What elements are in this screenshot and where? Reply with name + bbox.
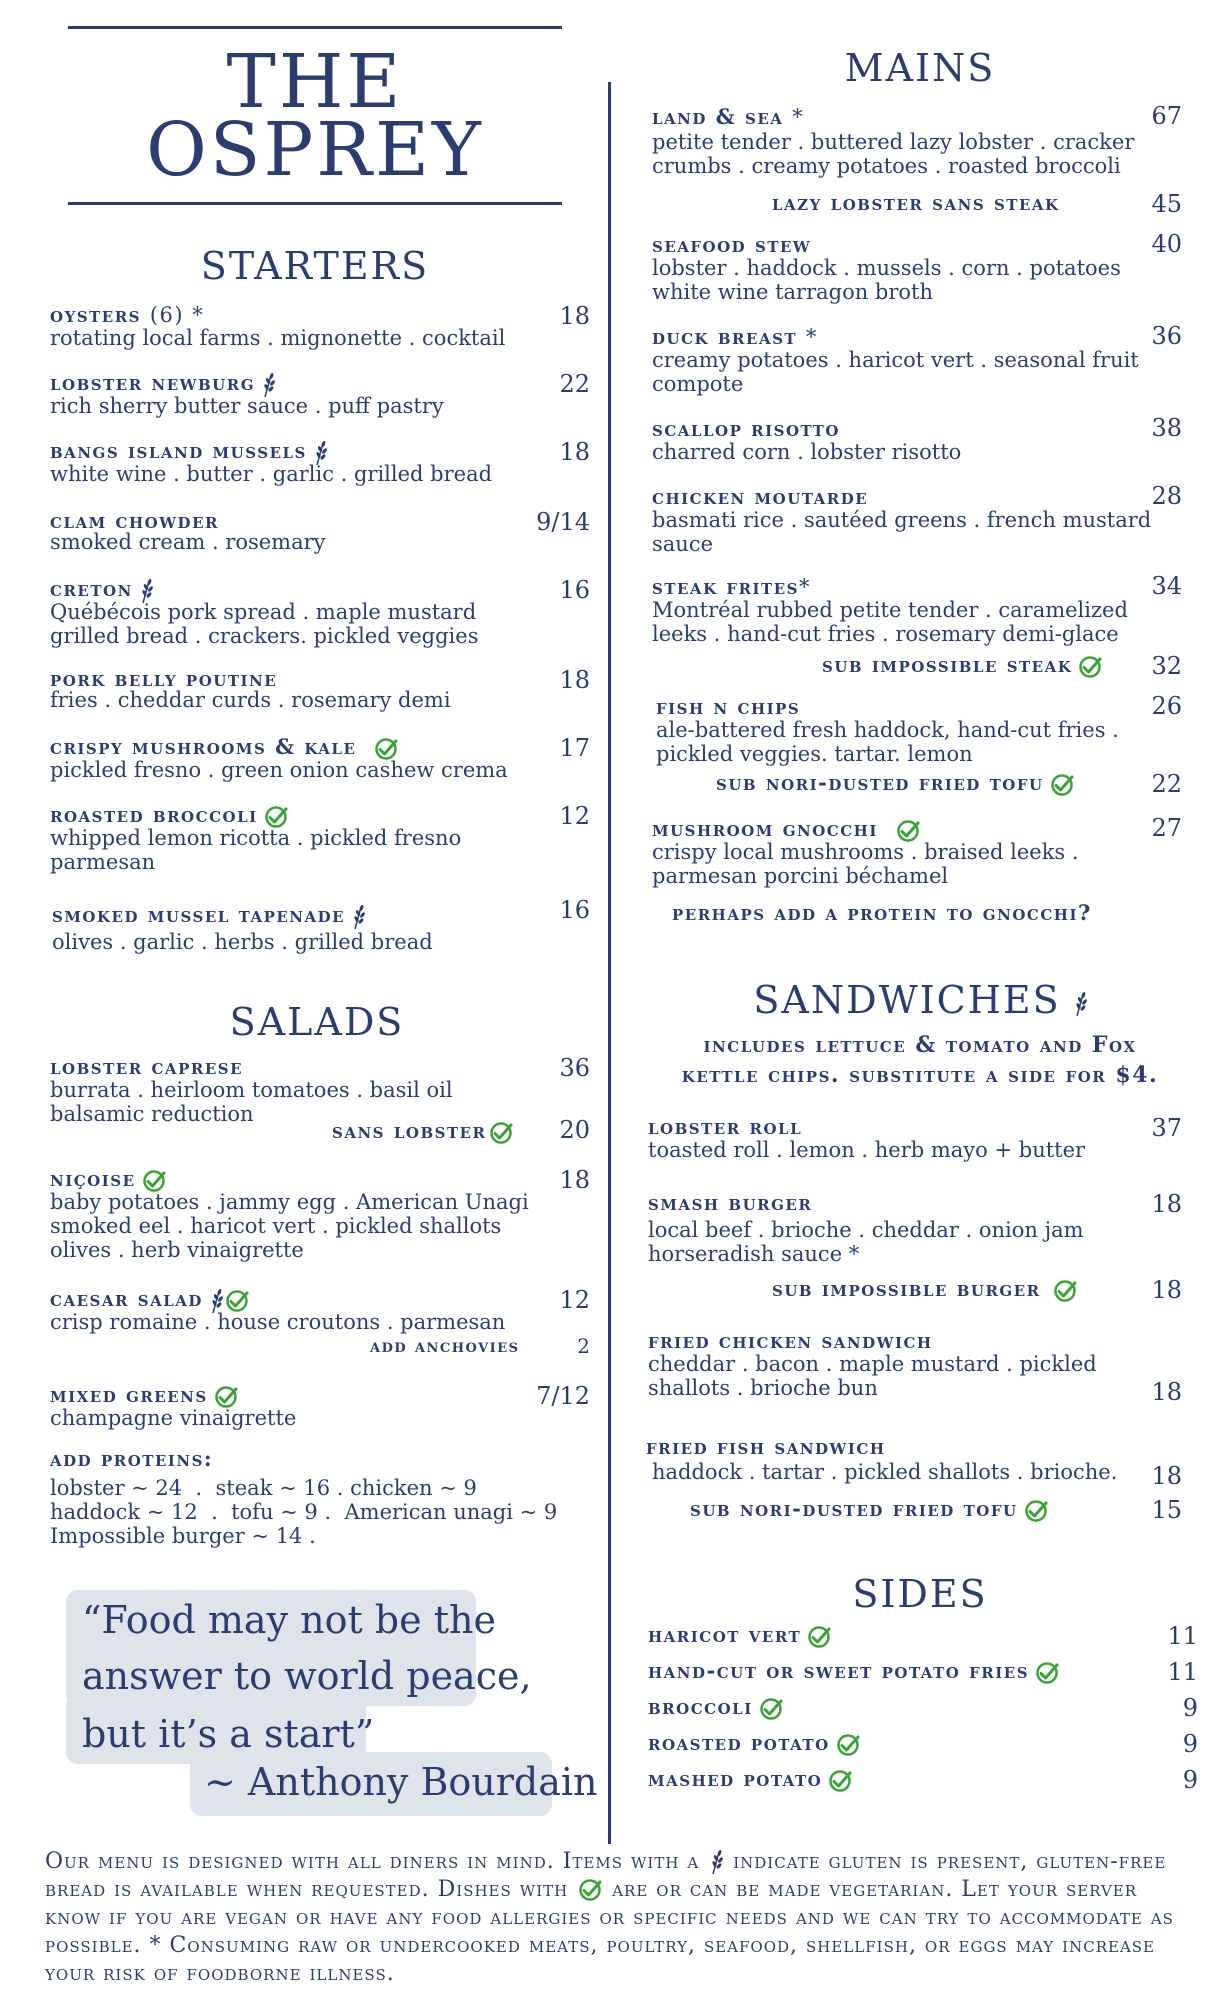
footer-text-3: are or can be made vegetarian. Let your server know if you are vegan or have any food allergies or specific needs and we can try to accommodate as possible. * Consuming raw or undercooked meats, poultry, seafood, shellfish, or eggs may increase your risk of foodborne illness. bbox=[45, 1877, 1174, 1986]
item-name: oysters bbox=[50, 302, 142, 327]
logo-top-rule bbox=[68, 26, 562, 29]
item-name: seafood stew bbox=[652, 232, 812, 257]
item-description: white wine . butter . garlic . grilled bread bbox=[50, 462, 493, 486]
item-price: 9 bbox=[1182, 1766, 1198, 1794]
gluten-icon bbox=[1073, 991, 1087, 1017]
item-description: whipped lemon ricotta . pickled fresno parmesan bbox=[50, 826, 462, 874]
item-description: petite tender . buttered lazy lobster . cracker crumbs . creamy potatoes . roasted broccoli bbox=[652, 130, 1135, 178]
sandwiches-note-line-1: includes lettuce & tomato and Fox bbox=[703, 1032, 1137, 1058]
item-price: 26 bbox=[1151, 692, 1182, 720]
sub-impossible-burger-option bbox=[772, 1276, 1077, 1303]
vegetarian-icon bbox=[1035, 1661, 1059, 1685]
item-description: burrata . heirloom tomatoes . basil oil balsamic reduction bbox=[50, 1078, 453, 1126]
item-description: crisp romaine . house croutons . parmesan bbox=[50, 1310, 506, 1334]
item-name: fried chicken sandwich bbox=[648, 1328, 933, 1353]
vegetarian-icon bbox=[578, 1878, 602, 1902]
sub-tofu-price-mains: 22 bbox=[1151, 770, 1182, 798]
item-price: 18 bbox=[1151, 1378, 1182, 1406]
item-name: lobster caprese bbox=[50, 1054, 244, 1079]
option-label: sub impossible steak bbox=[822, 652, 1073, 677]
proteins-line-3: Impossible burger ~ 14 . bbox=[50, 1524, 316, 1548]
menu-footer-note bbox=[45, 1848, 1175, 1988]
item-price: 18 bbox=[1151, 1190, 1182, 1218]
item-description: rotating local farms . mignonette . cocktail bbox=[50, 326, 506, 350]
vegetarian-icon bbox=[214, 1385, 238, 1409]
sub-impossible-steak-price: 32 bbox=[1151, 652, 1182, 680]
lazy-lobster-price: 45 bbox=[1151, 190, 1182, 218]
sandwiches-heading bbox=[650, 978, 1190, 1022]
item-description: toasted roll . lemon . herb mayo + butter bbox=[648, 1138, 1086, 1162]
vegetarian-icon bbox=[142, 1169, 166, 1193]
vegetarian-icon bbox=[264, 805, 288, 829]
item-price: 7/12 bbox=[536, 1382, 590, 1410]
proteins-line-2: haddock ~ 12 . tofu ~ 9 . American unagi ~ 9 bbox=[50, 1500, 558, 1524]
sub-tofu-price-sandwiches: 15 bbox=[1151, 1496, 1182, 1524]
item-price: 18 bbox=[559, 1166, 590, 1194]
item-description: champagne vinaigrette bbox=[50, 1406, 297, 1430]
item-name: scallop risotto bbox=[652, 416, 840, 441]
sub-impossible-steak-option bbox=[822, 652, 1102, 679]
sides-heading: SIDES bbox=[852, 1572, 988, 1616]
item-price: 38 bbox=[1151, 414, 1182, 442]
restaurant-logo bbox=[68, 39, 562, 193]
salads-heading: SALADS bbox=[229, 1000, 405, 1044]
vegetarian-icon bbox=[896, 819, 920, 843]
item-name: broccoli bbox=[648, 1694, 753, 1719]
sub-impossible-burger-price: 18 bbox=[1151, 1276, 1182, 1304]
item-price: 67 bbox=[1151, 102, 1182, 130]
quote-author: ~ Anthony Bourdain bbox=[204, 1760, 598, 1804]
item-name: chicken moutarde bbox=[652, 484, 869, 509]
add-proteins-title: add proteins: bbox=[50, 1446, 214, 1471]
column-divider bbox=[608, 82, 611, 1844]
lazy-lobster-option: lazy lobster sans steak bbox=[772, 190, 1060, 215]
item-name: lobster roll bbox=[648, 1114, 803, 1139]
item-extra: (6) * bbox=[149, 303, 205, 327]
quote-line-3: but it’s a start” bbox=[82, 1712, 375, 1756]
item-description: pickled fresno . green onion cashew crema bbox=[50, 758, 508, 782]
item-price: 37 bbox=[1151, 1114, 1182, 1142]
add-anchovies-option bbox=[370, 1336, 520, 1357]
option-label: add anchovies bbox=[370, 1336, 520, 1357]
item-price: 17 bbox=[559, 734, 590, 762]
logo-bottom-rule bbox=[68, 202, 562, 205]
item-price: 27 bbox=[1151, 814, 1182, 842]
item-description: haddock . tartar . pickled shallots . brioche. bbox=[652, 1460, 1118, 1484]
item-description: cheddar . bacon . maple mustard . pickled shallots . brioche bun bbox=[648, 1352, 1097, 1400]
vegetarian-icon bbox=[1078, 655, 1102, 679]
item-description: Montréal rubbed petite tender . caramelized leeks . hand-cut fries . rosemary demi-glace bbox=[652, 598, 1128, 646]
item-name: pork belly poutine bbox=[50, 666, 278, 691]
option-label: sub impossible burger bbox=[772, 1276, 1041, 1301]
gnocchi-protein-note: perhaps add a protein to gnocchi? bbox=[672, 900, 1092, 925]
vegetarian-icon bbox=[1024, 1499, 1048, 1523]
sans-lobster-option bbox=[332, 1118, 513, 1145]
item-extra: * bbox=[798, 575, 811, 599]
sandwiches-title: SANDWICHES bbox=[753, 978, 1061, 1022]
item-description: smoked cream . rosemary bbox=[50, 530, 326, 554]
item-name: smash burger bbox=[648, 1190, 813, 1215]
item-price: 18 bbox=[559, 302, 590, 330]
sans-lobster-price: 20 bbox=[559, 1116, 590, 1144]
item-name: fish n chips bbox=[656, 694, 801, 719]
gluten-icon bbox=[351, 904, 365, 930]
item-description: basmati rice . sautéed greens . french mustard sauce bbox=[652, 508, 1152, 556]
option-label: sub nori-dusted fried tofu bbox=[716, 770, 1044, 795]
proteins-line-1: lobster ~ 24 . steak ~ 16 . chicken ~ 9 bbox=[50, 1476, 477, 1500]
item-price: 16 bbox=[559, 896, 590, 924]
item-price: 34 bbox=[1151, 572, 1182, 600]
item-name: haricot vert bbox=[648, 1622, 802, 1647]
vegetarian-icon bbox=[807, 1625, 831, 1649]
item-price: 12 bbox=[559, 802, 590, 830]
item-name: crispy mushrooms & kale bbox=[50, 734, 357, 759]
mains-heading: MAINS bbox=[844, 46, 996, 90]
item-price: 9/14 bbox=[536, 508, 590, 536]
vegetarian-icon bbox=[225, 1289, 249, 1313]
item-price: 36 bbox=[1151, 322, 1182, 350]
item-name: roasted broccoli bbox=[50, 802, 258, 827]
item-price: 9 bbox=[1182, 1730, 1198, 1758]
item-name: fried fish sandwich bbox=[646, 1434, 886, 1459]
item-name: mixed greens bbox=[50, 1382, 208, 1407]
item-name: duck breast bbox=[652, 324, 798, 349]
logo-line-2: OSPREY bbox=[146, 107, 484, 193]
item-name: creton bbox=[50, 576, 133, 601]
item-price: 11 bbox=[1167, 1658, 1198, 1686]
item-price: 11 bbox=[1167, 1622, 1198, 1650]
item-description: fries . cheddar curds . rosemary demi bbox=[50, 688, 451, 712]
item-price: 22 bbox=[559, 370, 590, 398]
item-extra: * bbox=[805, 325, 818, 349]
add-anchovies-price: 2 bbox=[577, 1334, 590, 1358]
item-price: 16 bbox=[559, 576, 590, 604]
item-name: land & sea bbox=[652, 104, 784, 129]
item-name: clam chowder bbox=[50, 508, 219, 533]
item-name: caesar salad bbox=[50, 1286, 203, 1311]
item-description: crispy local mushrooms . braised leeks . parmesan porcini béchamel bbox=[652, 840, 1079, 888]
vegetarian-icon bbox=[1053, 1279, 1077, 1303]
quote-line-2: answer to world peace, bbox=[82, 1654, 532, 1698]
item-price: 18 bbox=[1151, 1462, 1182, 1490]
item-description: lobster . haddock . mussels . corn . potatoes white wine tarragon broth bbox=[652, 256, 1121, 304]
item-description: local beef . brioche . cheddar . onion jam horseradish sauce * bbox=[648, 1218, 1084, 1266]
item-name: roasted potato bbox=[648, 1730, 830, 1755]
item-description: Québécois pork spread . maple mustard grilled bread . crackers. pickled veggies bbox=[50, 600, 479, 648]
item-price: 36 bbox=[559, 1054, 590, 1082]
item-description: olives . garlic . herbs . grilled bread bbox=[52, 930, 433, 954]
option-label: sub nori-dusted fried tofu bbox=[690, 1496, 1018, 1521]
item-name: steak frites bbox=[652, 574, 799, 599]
item-description: charred corn . lobster risotto bbox=[652, 440, 962, 464]
item-name: mashed potato bbox=[648, 1766, 823, 1791]
item-price: 18 bbox=[559, 666, 590, 694]
option-label: sans lobster bbox=[332, 1118, 487, 1143]
item-description: ale-battered fresh haddock, hand-cut fries . pickled veggies. tartar. lemon bbox=[656, 718, 1119, 766]
item-name: bangs island mussels bbox=[50, 438, 307, 463]
vegetarian-icon bbox=[828, 1769, 852, 1793]
gluten-icon bbox=[709, 1849, 723, 1875]
item-name: hand-cut or sweet potato fries bbox=[648, 1658, 1030, 1683]
item-name: mushroom gnocchi bbox=[652, 816, 878, 841]
item-price: 9 bbox=[1182, 1694, 1198, 1722]
item-description: baby potatoes . jammy egg . American Unagi smoked eel . haricot vert . pickled shallots olives . herb vinaigrette bbox=[50, 1190, 529, 1262]
footer-text-2: indicate gluten is present, gluten-free bread is available when requested. Dishes with bbox=[45, 1849, 1167, 1902]
vegetarian-icon bbox=[836, 1733, 860, 1757]
item-price: 18 bbox=[559, 438, 590, 466]
vegetarian-icon bbox=[489, 1121, 513, 1145]
item-name: smoked mussel tapenade bbox=[52, 902, 346, 927]
quote-line-1: “Food may not be the bbox=[82, 1598, 496, 1642]
item-price: 28 bbox=[1151, 482, 1182, 510]
sub-tofu-option-mains bbox=[716, 770, 1074, 797]
item-price: 40 bbox=[1151, 230, 1182, 258]
vegetarian-icon bbox=[374, 737, 398, 761]
starters-heading: STARTERS bbox=[200, 244, 430, 288]
vegetarian-icon bbox=[759, 1697, 783, 1721]
item-description: rich sherry butter sauce . puff pastry bbox=[50, 394, 444, 418]
logo-line-1: THE bbox=[226, 39, 404, 125]
item-price: 12 bbox=[559, 1286, 590, 1314]
item-description: creamy potatoes . haricot vert . seasonal fruit compote bbox=[652, 348, 1139, 396]
item-name: niçoise bbox=[50, 1166, 136, 1191]
sandwiches-note-line-2: kettle chips. substitute a side for $4. bbox=[681, 1062, 1159, 1088]
vegetarian-icon bbox=[1050, 773, 1074, 797]
item-extra: * bbox=[792, 105, 805, 129]
sub-tofu-option-sandwiches bbox=[690, 1496, 1048, 1523]
item-name: lobster newburg bbox=[50, 370, 256, 395]
footer-text-1: Our menu is designed with all diners in mind. Items with a bbox=[45, 1849, 700, 1874]
